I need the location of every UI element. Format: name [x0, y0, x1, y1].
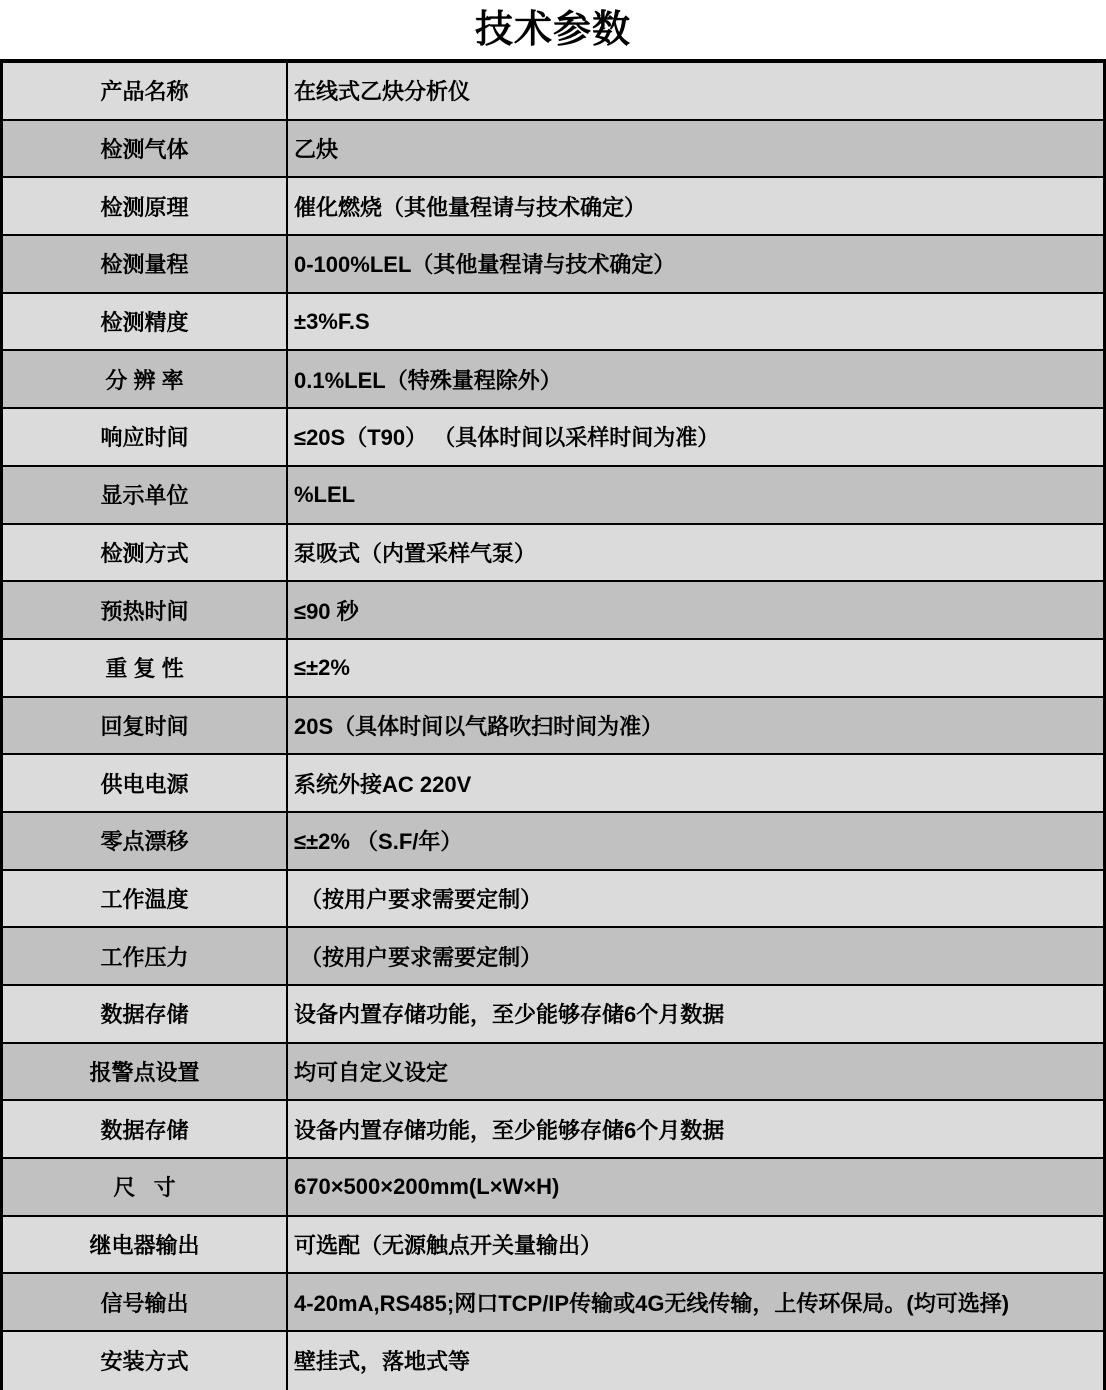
parameter-value: ≤±2% （S.F/年） [294, 829, 463, 855]
parameter-label: 预热时间 [3, 582, 288, 638]
table-row [3, 236, 1103, 294]
parameter-label: 检测方式 [3, 525, 288, 581]
parameter-value: %LEL [294, 481, 356, 507]
parameter-label: 检测原理 [3, 178, 288, 234]
table-row [3, 351, 1103, 409]
parameter-value: ≤±2% [294, 654, 350, 680]
parameter-value: 20S（具体时间以气路吹扫时间为准） [294, 713, 664, 739]
table-row [3, 121, 1103, 179]
parameter-value: 设备内置存储功能，至少能够存储6个月数据 [294, 1117, 725, 1143]
parameter-value: （按用户要求需要定制） [294, 944, 543, 970]
parameter-label: 数据存储 [3, 986, 288, 1042]
parameter-value: （按用户要求需要定制） [294, 886, 543, 912]
table-row [3, 871, 1103, 929]
table-row [3, 986, 1103, 1044]
parameter-value: 壁挂式，落地式等 [294, 1349, 471, 1375]
parameter-value: 670×500×200mm(L×W×H) [294, 1173, 560, 1199]
parameter-label: 检测量程 [3, 236, 288, 292]
table-row [3, 928, 1103, 986]
parameter-label: 尺 寸 [3, 1159, 288, 1215]
parameter-label: 分 辨 率 [3, 351, 288, 407]
table-row [3, 1274, 1103, 1332]
parameter-label: 继电器输出 [3, 1217, 288, 1273]
parameter-label: 供电电源 [3, 755, 288, 811]
spec-table [0, 59, 1106, 1390]
parameter-label: 安装方式 [3, 1332, 288, 1390]
table-row [3, 755, 1103, 813]
parameter-label: 重 复 性 [3, 640, 288, 696]
parameter-value: 系统外接AC 220V [294, 771, 472, 797]
parameter-value: 0-100%LEL（其他量程请与技术确定） [294, 252, 676, 278]
table-row [3, 698, 1103, 756]
parameter-value: 均可自定义设定 [294, 1060, 449, 1086]
parameter-value: 泵吸式（内置采样气泵） [294, 540, 537, 566]
parameter-value: 0.1%LEL（特殊量程除外） [294, 367, 562, 393]
table-row [3, 582, 1103, 640]
table-row [3, 1159, 1103, 1217]
table-row [3, 1044, 1103, 1102]
parameter-label: 产品名称 [3, 63, 288, 119]
parameter-value: 乙炔 [294, 137, 339, 163]
table-row [3, 409, 1103, 467]
page-title: 技术参数 [474, 9, 631, 51]
table-row [3, 178, 1103, 236]
table-row [3, 813, 1103, 871]
parameter-label: 显示单位 [3, 467, 288, 523]
parameter-value: ≤90 秒 [294, 598, 359, 624]
parameter-value: 4-20mA,RS485;网口TCP/IP传输或4G无线传输，上传环保局。(均可选择) [294, 1290, 1010, 1316]
table-row [3, 63, 1103, 121]
table-row [3, 1217, 1103, 1275]
parameter-label: 零点漂移 [3, 813, 288, 869]
table-row [3, 1332, 1103, 1390]
parameter-value: 在线式乙炔分析仪 [294, 79, 471, 105]
table-row [3, 467, 1103, 525]
parameter-label: 检测气体 [3, 121, 288, 177]
parameter-value: 催化燃烧（其他量程请与技术确定） [294, 194, 647, 220]
parameter-label: 检测精度 [3, 294, 288, 350]
parameter-label: 响应时间 [3, 409, 288, 465]
parameter-label: 信号输出 [3, 1274, 288, 1330]
parameter-label: 数据存储 [3, 1101, 288, 1157]
parameter-label: 报警点设置 [3, 1044, 288, 1100]
parameter-label: 工作压力 [3, 928, 288, 984]
parameter-label: 工作温度 [3, 871, 288, 927]
table-row [3, 640, 1103, 698]
table-row [3, 1101, 1103, 1159]
parameter-label: 回复时间 [3, 698, 288, 754]
parameter-value: ±3%F.S [294, 308, 370, 334]
table-row [3, 294, 1103, 352]
parameter-value: 设备内置存储功能，至少能够存储6个月数据 [294, 1002, 725, 1028]
table-row [3, 525, 1103, 583]
parameter-value: ≤20S（T90） （具体时间以采样时间为准） [294, 425, 720, 451]
parameter-value: 可选配（无源触点开关量输出） [294, 1233, 603, 1259]
